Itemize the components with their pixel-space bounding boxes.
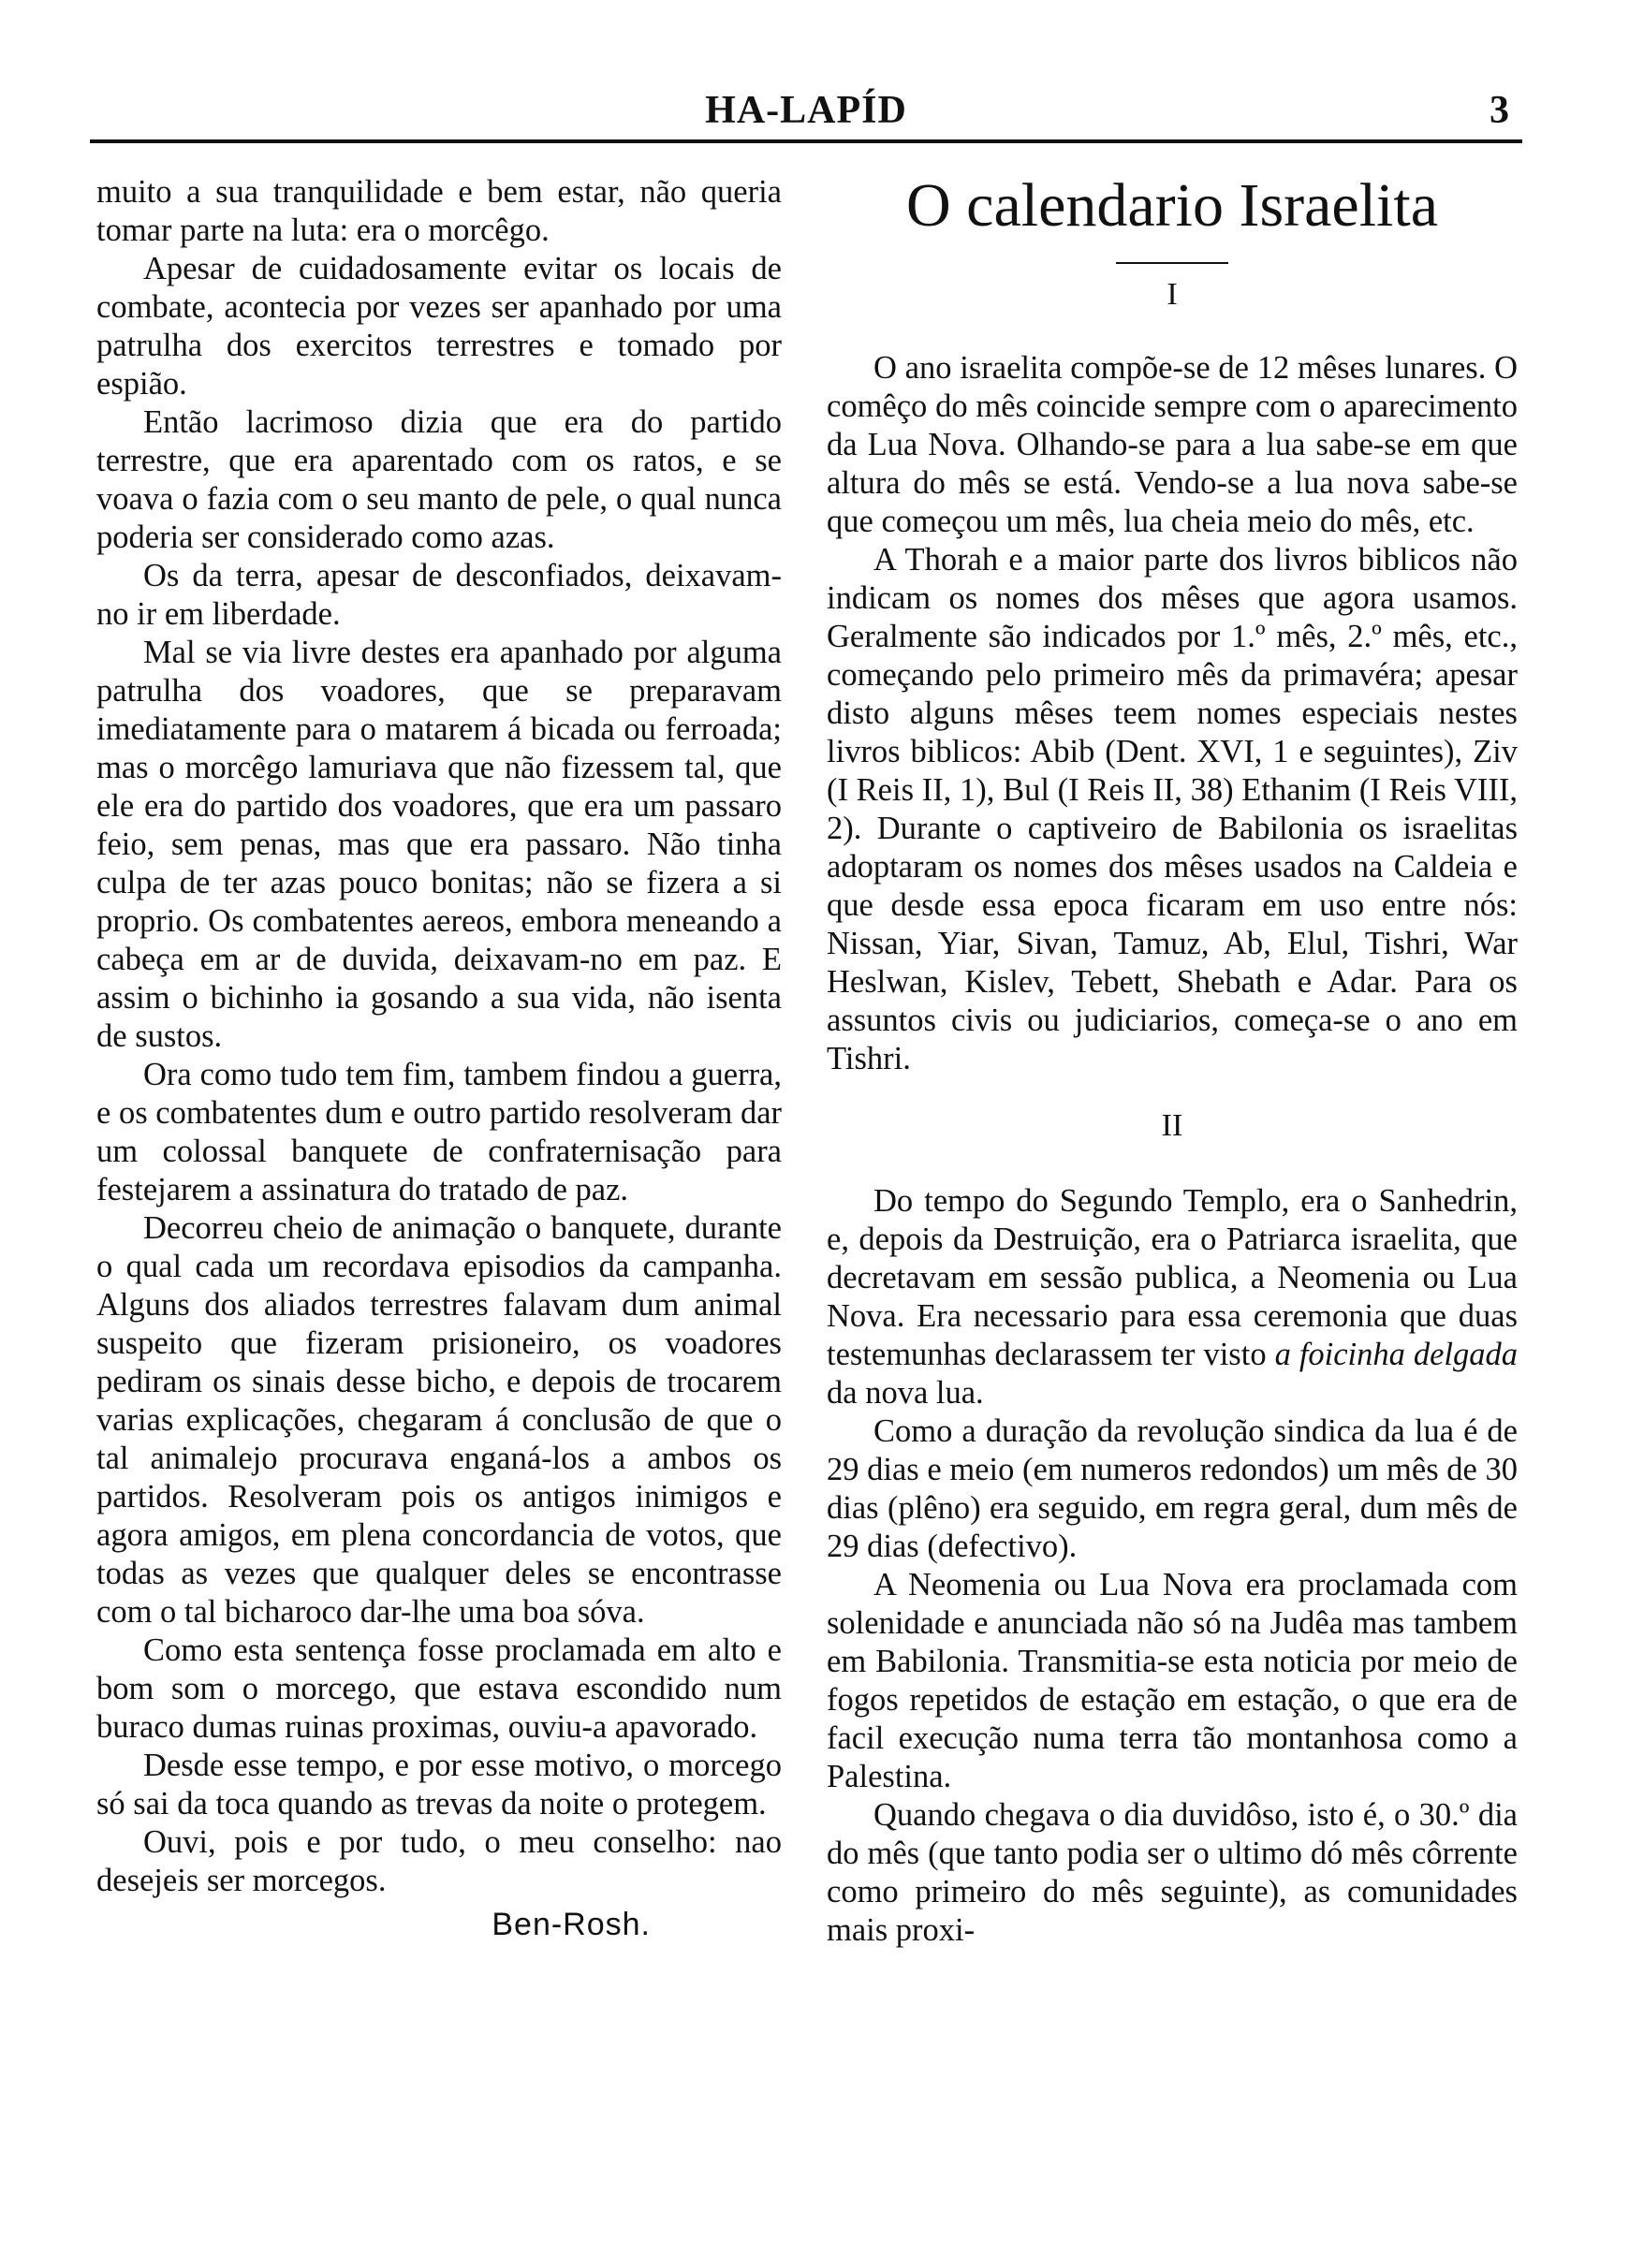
- paragraph-text: Do tempo do Segundo Templo, era o Sanhedrin, e, depois da Destruição, era o Patriarca israelita, que decretavam em sessão publica, a Neomenia ou Lua Nova. Era necessario para essa ceremonia que duas testemunhas declarassem ter visto: [827, 1183, 1518, 1372]
- left-paragraph: Então lacrimoso dizia que era do partido terrestre, que era aparentado com os ratos, e se voava o fazia com o seu manto de pele, o qual nunca poderia ser considerado como azas.: [96, 404, 782, 555]
- page-header: [90, 88, 1522, 144]
- left-paragraph: Como esta sentença fosse proclamada em alto e bom som o morcego, que estava escondido num buraco dumas ruinas proximas, ouviu-a apavorado.: [96, 1632, 782, 1745]
- page-number: 3: [1490, 89, 1509, 132]
- left-paragraph: muito a sua tranquilidade e bem estar, não queria tomar parte na luta: era o morcêgo.: [96, 174, 782, 248]
- left-paragraph: Decorreu cheio de animação o banquete, durante o qual cada um recordava episodios da campanha. Alguns dos aliados terrestres falavam dum animal suspeito que fizeram prisioneiro, os voadores pediram os sinais desse bicho, e depois de trocarem varias explicações, chegaram á conclusão de que o tal animalejo procurava enganá-los a ambos os partidos. Resolveram pois os antigos inimigos e agora amigos, em plena concordancia de votos, que todas as vezes que qualquer deles se encontrasse com o tal bicharoco dar-lhe uma boa sóva.: [96, 1210, 782, 1630]
- section-numeral-1: I: [1167, 277, 1178, 312]
- right-paragraph: [827, 1182, 1518, 1412]
- right-paragraph: Como a duração da revolução sindica da lua é de 29 dias e meio (em numeros redondos) um mês de 30 dias (plêno) era seguido, em regra geral, dum mês de 29 dias (defectivo).: [827, 1413, 1518, 1564]
- article-title: O calendario Israelita: [905, 171, 1439, 240]
- journal-title: HA-LAPÍD: [705, 89, 907, 132]
- left-paragraph: Mal se via livre destes era apanhado por alguma patrulha dos voadores, que se preparavam imediatamente para o matarem á bicada ou ferroada; mas o morcêgo lamuriava que não fizessem tal, que ele era do partido dos voadores, que era um passaro feio, sem penas, mas que era passaro. Não tinha culpa de ter azas pouco bonitas; não se fizera a si proprio. Os combatentes aereos, embora meneando a cabeça em ar de duvida, deixavam-no em paz. E assim o bichinho ia gosando a sua vida, não isenta de sustos.: [96, 635, 782, 1054]
- left-paragraph: Ora como tudo tem fim, tambem findou a guerra, e os combatentes dum e outro partido resolveram dar um colossal banquete de confraternisação para festejarem a assinatura do tratado de paz.: [96, 1057, 782, 1207]
- paragraph-text: da nova lua.: [827, 1375, 984, 1411]
- right-paragraph: O ano israelita compõe-se de 12 mêses lunares. O comêço do mês coincide sempre com o aparecimento da Lua Nova. Olhando-se para a lua sabe-se em que altura do mês se está. Vendo-se a lua nova sabe-se que começou um mês, lua cheia meio do mês, etc.: [827, 350, 1518, 539]
- section-numeral-2: II: [1161, 1108, 1183, 1143]
- header-rule: [90, 139, 1522, 143]
- right-paragraph: A Neomenia ou Lua Nova era proclamada com solenidade e anunciada não só na Judêa mas tambem em Babilonia. Transmitia-se esta noticia por meio de fogos repetidos de estação em estação, o que era de facil execução numa terra tão montanhosa como a Palestina.: [827, 1567, 1518, 1794]
- left-paragraph: Ouvi, pois e por tudo, o meu conselho: nao desejeis ser morcegos.: [96, 1824, 782, 1898]
- right-column: [827, 168, 1518, 1950]
- right-paragraph: A Thorah e a maior parte dos livros biblicos não indicam os nomes dos mêses que agora usamos. Geralmente são indicados por 1.º mês, 2.º mês, etc., começando pelo primeiro mês da primavéra; apesar disto alguns mêses teem nomes especiais nestes livros biblicos: Abib (Dent. XVI, 1 e seguintes), Ziv (I Reis II, 1), Bul (I Reis II, 38) Ethanim (I Reis VIII, 2). Durante o captiveiro de Babilonia os israelitas adoptaram os nomes dos mêses usados na Caldeia e que desde essa epoca ficaram em uso entre nós: Nissan, Yiar, Sivan, Tamuz, Ab, Elul, Tishri, War Heslwan, Kislev, Tebett, Shebath e Adar. Para os assuntos civis ou judiciarios, começa-se o ano em Tishri.: [827, 542, 1518, 1076]
- left-column: [96, 173, 782, 1944]
- title-rule: [1116, 262, 1228, 264]
- left-paragraph: Desde esse tempo, e por esse motivo, o morcego só sai da toca quando as trevas da noite o protegem.: [96, 1748, 782, 1822]
- italic-phrase: a foicinha delgada: [1274, 1337, 1519, 1372]
- author-signature: Ben-Rosh.: [492, 1907, 651, 1942]
- left-paragraph: Os da terra, apesar de desconfiados, deixavam-no ir em liberdade.: [96, 558, 782, 632]
- left-paragraph: Apesar de cuidadosamente evitar os locais de combate, acontecia por vezes ser apanhado por uma patrulha dos exercitos terrestres e tomado por espião.: [96, 251, 782, 402]
- right-paragraph: Quando chegava o dia duvidôso, isto é, o 30.º dia do mês (que tanto podia ser o ultimo dó mês côrrente como primeiro do mês seguinte), as comunidades mais proxi-: [827, 1797, 1518, 1948]
